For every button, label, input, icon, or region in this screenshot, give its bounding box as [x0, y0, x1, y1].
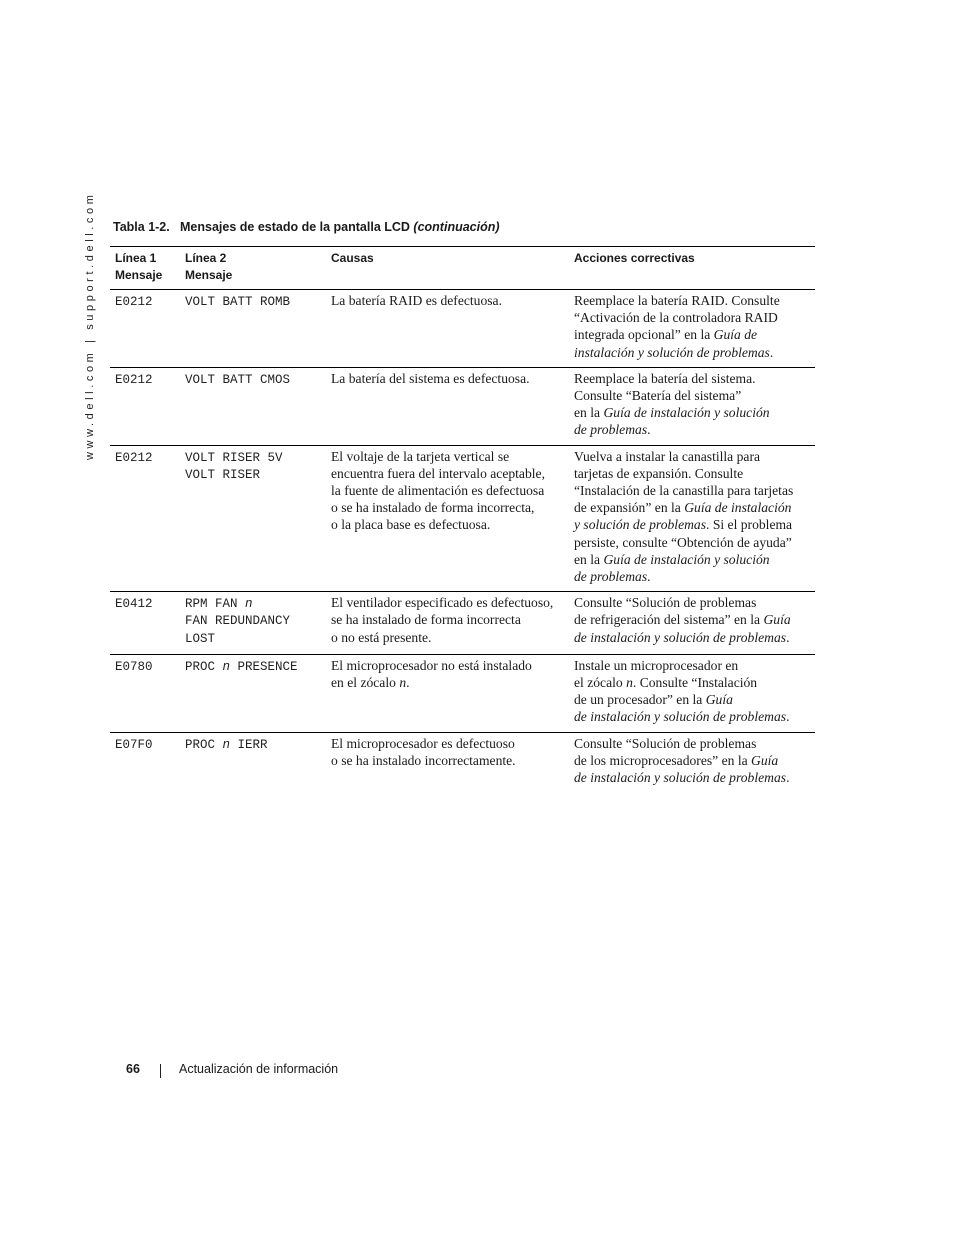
- action-text: “Instalación de la canastilla para tarjetas: [574, 483, 794, 499]
- action-line: [574, 387, 811, 404]
- cause-text: .: [406, 675, 410, 691]
- footer-section-title: Actualización de información: [179, 1062, 339, 1076]
- line2-message-line: [185, 596, 322, 613]
- table-continuation: (continuación): [413, 220, 500, 234]
- line2-message-text: LOST: [185, 631, 216, 646]
- action-line: [574, 752, 811, 769]
- cause-text: La batería RAID es defectuosa.: [331, 293, 502, 308]
- cause-text: o no está presente.: [331, 629, 432, 645]
- action-text: Reemplace la batería del sistema.: [574, 370, 756, 386]
- action-line: [574, 404, 811, 421]
- action-line: [574, 499, 811, 516]
- action-line: [574, 370, 811, 387]
- line2-message: [180, 732, 326, 792]
- action-text: . Consulte “Instalación: [632, 675, 758, 691]
- line2-message: [180, 445, 326, 592]
- action-cell: [569, 592, 815, 655]
- line2-message-text: VOLT BATT CMOS: [185, 372, 291, 387]
- cause-text: La batería del sistema es defectuosa.: [331, 370, 530, 386]
- cause-line: [331, 629, 565, 646]
- cause-line: [331, 448, 565, 465]
- line2-message-text: n: [245, 597, 253, 612]
- action-cell: [569, 654, 815, 732]
- action-text: en la: [574, 551, 604, 567]
- action-cell: [569, 290, 815, 368]
- action-text: n: [626, 675, 633, 691]
- action-line: [574, 735, 811, 752]
- action-line: [574, 344, 811, 361]
- cause-text: n: [399, 675, 407, 691]
- action-line: [574, 611, 811, 628]
- action-line: [574, 309, 811, 326]
- cause-text: encuentra fuera del intervalo aceptable,: [331, 465, 545, 481]
- action-text: persiste, consulte “Obtención de ayuda”: [574, 534, 792, 550]
- header-line2-a: Línea 2: [185, 251, 227, 265]
- header-line1: [110, 247, 180, 290]
- table-header-row: [110, 247, 815, 290]
- cause-text: El microprocesador no está instalado: [331, 657, 532, 673]
- action-text: de instalación y solución de problemas: [574, 770, 787, 786]
- line2-message-text: n: [222, 659, 231, 674]
- action-text: de problemas: [574, 569, 648, 585]
- line1-code: E0212: [110, 445, 180, 592]
- action-line: [574, 708, 811, 725]
- cause-cell: [326, 732, 569, 792]
- lcd-status-table: [110, 246, 815, 792]
- cause-text: o la placa base es defectuosa.: [331, 517, 491, 533]
- line2-message-text: VOLT RISER 5V: [185, 450, 283, 465]
- cause-text: o se ha instalado incorrectamente.: [331, 752, 516, 768]
- action-line: [574, 482, 811, 499]
- line2-message: [180, 654, 326, 732]
- action-line: [574, 448, 811, 465]
- action-line: [574, 534, 811, 551]
- action-text: de expansión” en la: [574, 500, 685, 516]
- line1-code: E07F0: [115, 737, 153, 752]
- action-text: .: [647, 422, 651, 438]
- action-text: Guía: [705, 692, 733, 708]
- action-text: Instale un microprocesador en: [574, 657, 739, 673]
- action-text: de refrigeración del sistema” en la: [574, 612, 764, 628]
- line2-message: [180, 290, 326, 368]
- cause-line: [331, 482, 565, 499]
- cause-line: [331, 465, 565, 482]
- header-line2-b: Mensaje: [185, 268, 233, 282]
- header-line1-b: Mensaje: [115, 268, 163, 282]
- cause-cell: [326, 367, 569, 445]
- header-causes: Causas: [326, 247, 569, 290]
- line2-message-line: [185, 659, 322, 676]
- action-line: [574, 594, 811, 611]
- action-line: [574, 551, 811, 568]
- action-text: y solución de problemas: [574, 517, 707, 533]
- cause-line: [331, 611, 565, 628]
- line2-message-text: IERR: [230, 737, 268, 752]
- cause-line: [331, 370, 565, 387]
- cause-line: [331, 752, 565, 769]
- action-text: en la: [574, 405, 604, 421]
- header-actions: Acciones correctivas: [569, 247, 815, 290]
- action-text: Guía de instalación y solución: [603, 551, 770, 567]
- action-text: .: [786, 629, 790, 645]
- action-line: [574, 657, 811, 674]
- line1-code: E0212: [110, 367, 180, 445]
- cause-cell: [326, 592, 569, 655]
- action-text: instalación y solución de problemas: [574, 344, 770, 360]
- line1-code: E0212: [110, 290, 180, 368]
- action-text: de instalación y solución de problemas: [574, 629, 787, 645]
- header-line2: [180, 247, 326, 290]
- action-line: [574, 691, 811, 708]
- header-line1-a: Línea 1: [115, 251, 157, 265]
- cause-line: [331, 499, 565, 516]
- line2-message-text: n: [222, 737, 231, 752]
- table-row: [110, 654, 815, 732]
- cause-line: [331, 516, 565, 533]
- sidebar-url: www.dell.com | support.dell.com: [84, 191, 96, 460]
- line2-message: [180, 592, 326, 655]
- line2-message-text: PRESENCE: [230, 659, 298, 674]
- cause-text: El microprocesador es defectuoso: [331, 735, 515, 751]
- cause-cell: [326, 290, 569, 368]
- action-cell: [569, 367, 815, 445]
- cause-text: El ventilador especificado es defectuoso,: [331, 595, 554, 611]
- action-text: Guía de instalación y solución: [603, 405, 770, 421]
- action-text: Guía: [751, 752, 779, 768]
- cause-line: [331, 657, 565, 674]
- action-text: Consulte “Solución de problemas: [574, 735, 757, 751]
- action-text: Guía de: [713, 327, 758, 343]
- action-text: . Si el problema: [706, 517, 793, 533]
- table-row: [110, 367, 815, 445]
- cause-line: [331, 735, 565, 752]
- action-cell: [569, 732, 815, 792]
- action-text: el zócalo: [574, 675, 627, 691]
- line2-message-line: [185, 737, 322, 754]
- line2-message: [180, 367, 326, 445]
- line2-message-text: FAN REDUNDANCY: [185, 614, 291, 629]
- line2-message-text: PROC: [185, 737, 223, 752]
- action-text: de instalación y solución de problemas: [574, 709, 787, 725]
- table-body: [110, 290, 815, 793]
- line2-message-line: [185, 467, 322, 484]
- cause-text: se ha instalado de forma incorrecta: [331, 612, 521, 628]
- action-text: .: [647, 569, 651, 585]
- line2-message-text: VOLT RISER: [185, 467, 261, 482]
- line2-message-line: [185, 450, 322, 467]
- action-text: .: [786, 709, 790, 725]
- table-row: [110, 592, 815, 655]
- line2-message-text: PROC: [185, 659, 223, 674]
- action-line: [574, 465, 811, 482]
- line2-message-text: VOLT BATT ROMB: [185, 295, 291, 309]
- action-text: de problemas: [574, 422, 648, 438]
- line2-message-text: RPM FAN: [185, 597, 246, 612]
- action-line: [574, 516, 811, 533]
- cause-line: [331, 594, 565, 611]
- line1-code: E0412: [110, 592, 180, 655]
- cause-cell: [326, 654, 569, 732]
- action-text: Guía de instalación: [684, 500, 792, 516]
- line1-code: E0780: [110, 654, 180, 732]
- action-text: Consulte “Batería del sistema”: [574, 388, 742, 404]
- action-cell: [569, 445, 815, 592]
- action-text: Vuelva a instalar la canastilla para: [574, 448, 761, 464]
- cause-text: la fuente de alimentación es defectuosa: [331, 483, 545, 499]
- action-line: [574, 421, 811, 438]
- cause-text: o se ha instalado de forma incorrecta,: [331, 500, 535, 516]
- action-line: [574, 629, 811, 646]
- action-text: tarjetas de expansión. Consulte: [574, 465, 744, 481]
- line2-message-line: [185, 372, 322, 389]
- action-text: Reemplace la batería RAID. Consulte: [574, 293, 780, 308]
- action-text: de un procesador” en la: [574, 692, 706, 708]
- table-row: [110, 732, 815, 792]
- cause-cell: [326, 445, 569, 592]
- action-line: [574, 674, 811, 691]
- action-text: “Activación de la controladora RAID: [574, 310, 778, 326]
- action-line: [574, 568, 811, 585]
- table-row: [110, 290, 815, 368]
- line2-message-line: [185, 631, 322, 648]
- action-text: .: [786, 770, 790, 786]
- table-caption: [113, 220, 500, 234]
- cause-text: en el zócalo: [331, 675, 400, 691]
- page-number: 66: [126, 1062, 140, 1076]
- table-row: [110, 445, 815, 592]
- action-text: .: [769, 344, 774, 360]
- action-text: Consulte “Solución de problemas: [574, 595, 757, 611]
- action-text: de los microprocesadores” en la: [574, 752, 752, 768]
- action-text: Guía: [763, 612, 791, 628]
- action-text: integrada opcional” en la: [574, 327, 714, 343]
- footer-divider: [160, 1064, 161, 1078]
- cause-line: [331, 292, 565, 309]
- table-title: Mensajes de estado de la pantalla LCD: [180, 220, 410, 234]
- cause-line: [331, 674, 565, 691]
- action-line: [574, 292, 811, 309]
- line2-message-line: [185, 613, 322, 630]
- action-line: [574, 326, 811, 343]
- cause-text: El voltaje de la tarjeta vertical se: [331, 448, 510, 464]
- table-number: Tabla 1-2.: [113, 220, 170, 234]
- action-line: [574, 769, 811, 786]
- line2-message-line: [185, 294, 322, 311]
